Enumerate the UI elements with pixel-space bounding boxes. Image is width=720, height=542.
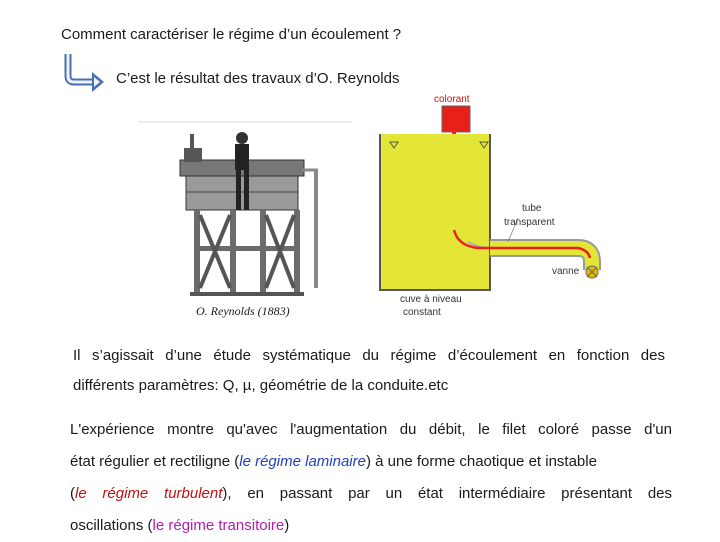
term-turbulent: le régime turbulent (75, 485, 223, 502)
paragraph-experiment-line1: L'expérience montre qu'avec l'augmentation du débit, le filet coloré passe d'un (70, 421, 672, 438)
page-title: Comment caractériser le régime d’un écoulement ? (61, 26, 402, 43)
paragraph-experiment (70, 414, 672, 542)
paragraph-experiment-line3 (70, 478, 672, 510)
text-fragment: état régulier et rectiligne ( (70, 453, 240, 470)
text-fragment: ( (70, 485, 75, 502)
text-fragment: ) (284, 517, 290, 534)
term-transitional: le régime transitoire (152, 517, 285, 534)
reynolds-experiment-diagram (368, 90, 608, 325)
label-cuve: cuve à niveau (400, 294, 462, 305)
paragraph-study-line1: Il s’agissait d’une étude systématique du régime d’écoulement en fonction des (73, 347, 665, 364)
paragraph-experiment-line2 (70, 446, 672, 478)
label-constant: constant (403, 307, 441, 318)
subtitle: C’est le résultat des travaux d’O. Reynolds (116, 70, 400, 87)
label-vanne: vanne (552, 266, 580, 277)
term-laminar: le régime laminaire (239, 453, 366, 470)
label-transparent: transparent (504, 217, 555, 228)
text-fragment: ), en passant par un état intermédiaire présentant des (222, 485, 673, 502)
photo-caption: O. Reynolds (1883) (196, 304, 290, 318)
text-fragment: oscillations ( (70, 517, 153, 534)
bent-arrow-icon (60, 52, 106, 92)
label-colorant: colorant (434, 94, 470, 105)
label-tube: tube (522, 203, 542, 214)
paragraph-study-line2: différents paramètres: Q, µ, géométrie de la conduite.etc (73, 377, 449, 394)
paragraph-experiment-line4 (70, 510, 672, 542)
text-fragment: ) à une forme chaotique et instable (365, 453, 597, 470)
reynolds-apparatus-photo (138, 120, 352, 320)
paragraph-study (73, 341, 665, 401)
